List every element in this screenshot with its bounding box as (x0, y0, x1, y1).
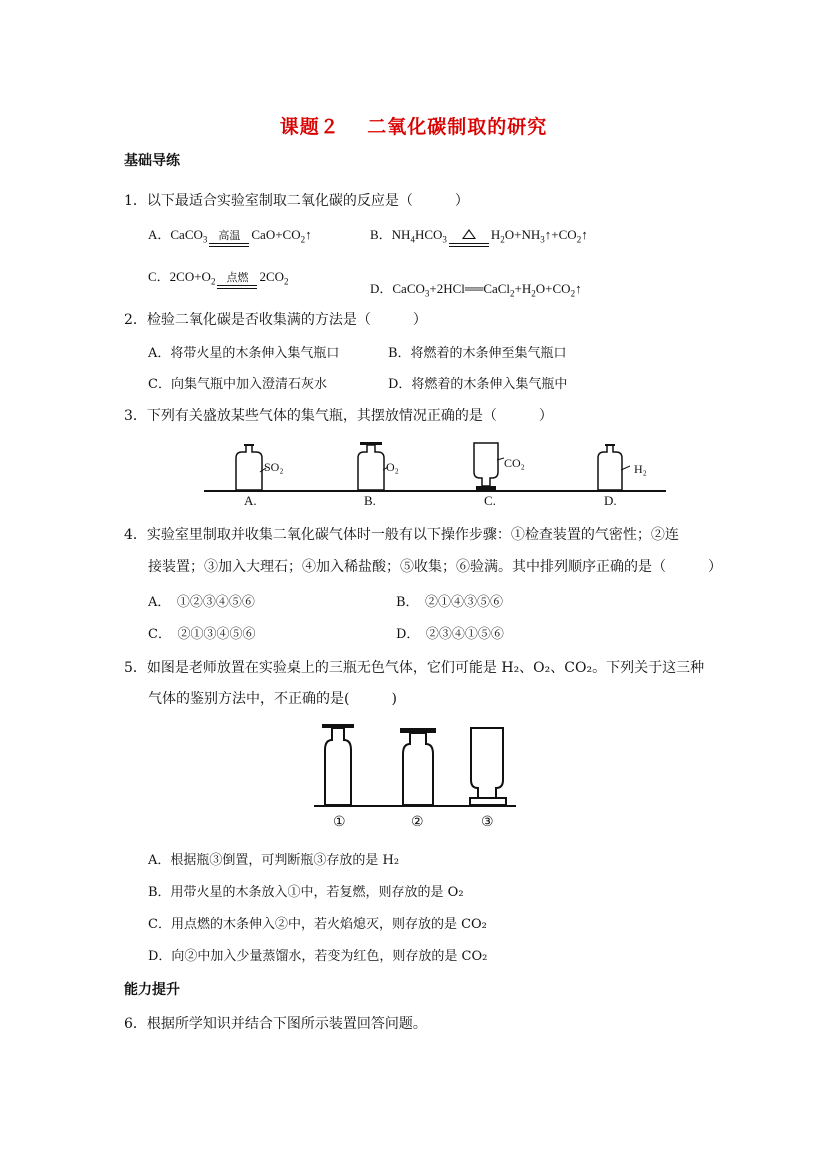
q2-option-c: C．向集气瓶中加入澄清石灰水 (148, 377, 327, 392)
q5-bottles-figure (310, 722, 520, 812)
q3-gas-b: O₂ (386, 460, 399, 474)
q5-option-c: C．用点燃的木条伸入②中，若火焰熄灭，则存放的是 CO₂ (148, 917, 487, 932)
q3-label-b: B. (364, 493, 376, 508)
q1-option-c: C．$2CO+O_2$ 点燃 $2CO_2$ (148, 266, 289, 289)
q2-stem: 2．检验二氧化碳是否收集满的方法是（ ） (124, 312, 427, 328)
q3-label-c: C. (484, 493, 496, 508)
bottle-1 (322, 724, 354, 805)
q5-line2: 气体的鉴别方法中，不正确的是( ) (148, 691, 397, 707)
q5-line1: 5．如图是老师放置在实验桌上的三瓶无色气体，它们可能是 H₂、O₂、CO₂。下列关于这三种 (124, 660, 705, 676)
section-advanced: 能力提升 (124, 982, 180, 998)
q4-line2: 接装置；③加入大理石；④加入稀盐酸；⑤收集；⑥验满。其中排列顺序正确的是（ ） (148, 559, 722, 575)
q6-stem: 6．根据所学知识并结合下图所示装置回答问题。 (124, 1016, 427, 1032)
q4-option-a: A． ①②③④⑤⑥ (148, 595, 255, 610)
bottle-c (474, 443, 504, 490)
q3-bottles-figure (200, 440, 670, 515)
q3-gas-d: H₂ (634, 462, 647, 476)
q4-line1: 4．实验室里制取并收集二氧化碳气体时一般有以下操作步骤：①检查装置的气密性；②连 (124, 527, 679, 543)
section-basic: 基础导练 (124, 153, 180, 169)
q4-option-b: B． ②①④③⑤⑥ (396, 595, 504, 610)
q1-stem: 1．以下最适合实验室制取二氧化碳的反应是（ ） (124, 193, 469, 209)
q5-option-a: A．根据瓶③倒置，可判断瓶③存放的是 H₂ (148, 853, 400, 868)
bottle-b (358, 442, 388, 490)
heat-triangle-icon (462, 229, 476, 239)
q5-bottle-label-1: ① (333, 814, 346, 830)
q2-option-d: D．将燃着的木条伸入集气瓶中 (388, 377, 568, 392)
q1-option-b: B．$NH_4HCO_3$ $H_2O+NH_3↑+CO_2↑$ (370, 224, 588, 247)
q2-option-a: A．将带火星的木条伸入集气瓶口 (148, 346, 340, 361)
q3-label-a: A. (244, 493, 257, 508)
q1-option-d: D．$CaCO_3+2HCl══CaCl_2+H_2O+CO_2↑$ (370, 281, 582, 299)
q3-gas-c: CO₂ (504, 456, 525, 470)
bottle-a (236, 445, 266, 490)
q5-option-d: D．向②中加入少量蒸馏水，若变为红色，则存放的是 CO₂ (148, 949, 488, 964)
bottle-2 (400, 728, 436, 805)
q5-bottle-label-2: ② (411, 814, 424, 830)
q5-option-b: B．用带火星的木条放入①中，若复燃，则存放的是 O₂ (148, 885, 464, 900)
q3-label-d: D. (604, 493, 617, 508)
q2-option-b: B．将燃着的木条伸至集气瓶口 (388, 346, 567, 361)
q1-option-a: A．CaCO$_3$ 高温 $CaO+CO_2↑$ (148, 224, 312, 247)
q4-option-c: C． ②①③④⑤⑥ (148, 627, 256, 642)
bottle-3 (470, 728, 506, 805)
q3-stem: 3．下列有关盛放某些气体的集气瓶，其摆放情况正确的是（ ） (124, 408, 553, 424)
q3-gas-a: SO₂ (264, 460, 284, 474)
page-title: 课题２ 二氧化碳制取的研究 (279, 116, 548, 138)
q5-bottle-label-3: ③ (481, 814, 494, 830)
bottle-d (598, 445, 630, 490)
q4-option-d: D． ②③④①⑤⑥ (396, 627, 504, 642)
